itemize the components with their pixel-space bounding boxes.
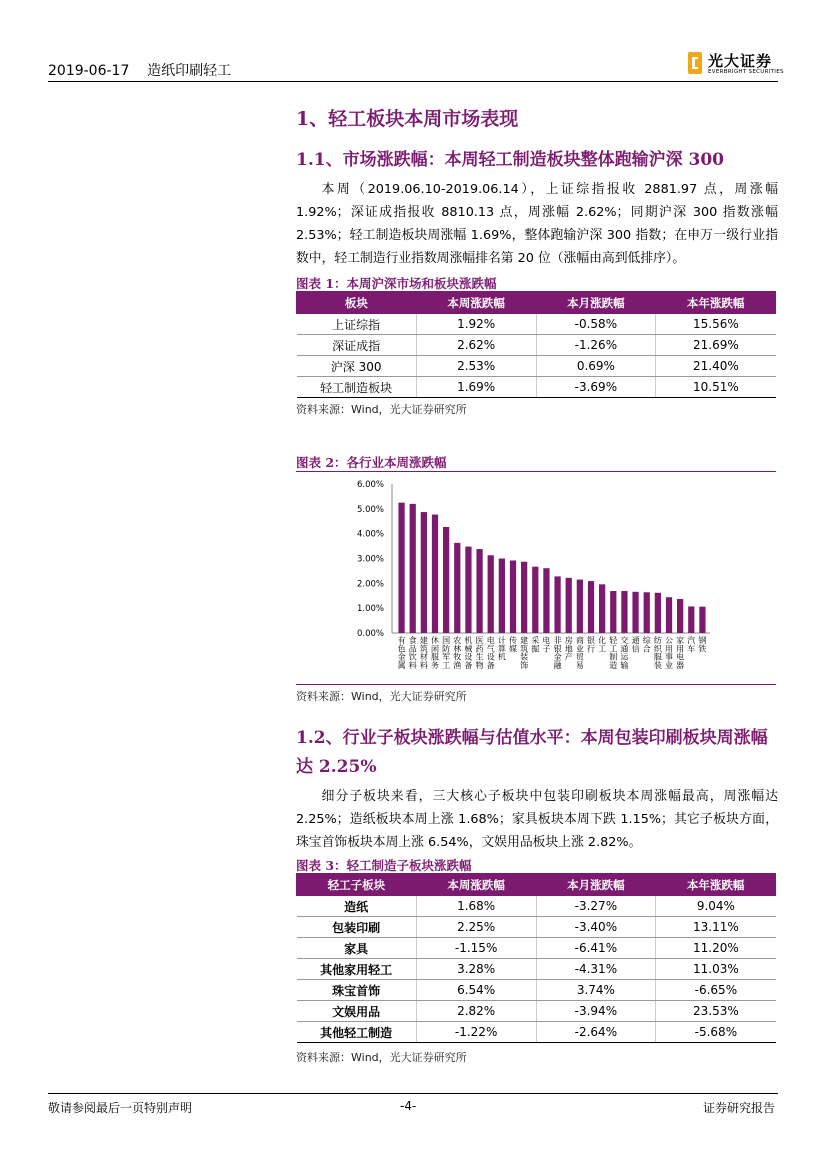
bar <box>610 591 616 633</box>
table-cell: -0.58% <box>536 314 656 335</box>
table-cell: -2.64% <box>536 1022 656 1043</box>
x-tick-label: 采掘 <box>531 636 540 654</box>
table-row <box>297 377 776 398</box>
table-cell: 珠宝首饰 <box>297 980 417 1001</box>
table-cell: 3.28% <box>416 959 536 980</box>
column-header: 本年涨跌幅 <box>656 875 776 896</box>
subsector-table <box>296 874 776 1043</box>
table-cell: -6.41% <box>536 938 656 959</box>
bar <box>699 607 705 633</box>
table-cell: 其他家用轻工 <box>297 959 417 980</box>
logo-text-cn: 光大证券 <box>708 52 773 70</box>
bar <box>443 527 449 633</box>
table-cell: 1.68% <box>416 896 536 917</box>
x-tick-label: 休闲服务 <box>431 636 439 670</box>
x-tick-label: 食品饮料 <box>408 636 417 670</box>
x-tick-label: 汽车 <box>687 636 696 654</box>
bar <box>554 576 560 633</box>
column-header: 本月涨跌幅 <box>536 293 656 314</box>
table-cell: 2.62% <box>416 335 536 356</box>
table3-source: 资料来源：Wind，光大证券研究所 <box>296 1051 467 1064</box>
logo-mark-icon <box>688 52 702 74</box>
x-tick-label: 家用电器 <box>676 636 685 670</box>
table-cell: 1.92% <box>416 314 536 335</box>
table-cell: 家具 <box>297 938 417 959</box>
bar <box>688 606 694 633</box>
table1-caption: 图表 1：本周沪深市场和板块涨跌幅 <box>296 276 497 291</box>
table-cell: -5.68% <box>656 1022 776 1043</box>
table-row <box>297 314 776 335</box>
header-divider <box>48 81 778 82</box>
x-tick-label: 综合 <box>642 636 651 654</box>
y-tick-label: 5.00% <box>356 504 384 515</box>
table-cell: 沪深 300 <box>297 356 417 377</box>
table-cell: -3.27% <box>536 896 656 917</box>
x-tick-label: 有色金属 <box>397 636 406 670</box>
footer-report-type: 证券研究报告 <box>703 1101 776 1115</box>
bar <box>677 599 683 633</box>
footer-divider <box>48 1093 778 1094</box>
table-row <box>297 959 776 980</box>
bar <box>488 555 494 633</box>
table-cell: 2.25% <box>416 917 536 938</box>
table-cell: 9.04% <box>656 896 776 917</box>
bar <box>543 568 549 633</box>
market-table <box>296 292 776 398</box>
column-header: 本年涨跌幅 <box>656 293 776 314</box>
table-cell: 轻工制造板块 <box>297 377 417 398</box>
x-tick-label: 商业贸易 <box>575 636 584 670</box>
x-tick-label: 医药生物 <box>475 636 484 670</box>
table-row <box>297 896 776 917</box>
industry-bar-chart <box>330 475 730 685</box>
bar <box>465 547 471 633</box>
x-tick-label: 通信 <box>631 636 640 654</box>
table-row <box>297 1022 776 1043</box>
table-cell: -3.40% <box>536 917 656 938</box>
table-cell: 2.53% <box>416 356 536 377</box>
table-cell: 3.74% <box>536 980 656 1001</box>
column-header: 本周涨跌幅 <box>416 293 536 314</box>
y-tick-label: 2.00% <box>356 579 384 590</box>
table-cell: 21.40% <box>656 356 776 377</box>
table-cell: -1.15% <box>416 938 536 959</box>
x-tick-label: 计算机 <box>497 636 506 662</box>
bar <box>410 504 416 633</box>
x-tick-label: 银行 <box>587 636 595 654</box>
table-cell: -1.26% <box>536 335 656 356</box>
table-cell: 包装印刷 <box>297 917 417 938</box>
subsection-title: 1.2、行业子板块涨跌幅与估值水平：本周包装印刷板块周涨幅达 2.25% <box>296 728 768 777</box>
y-tick-label: 1.00% <box>356 604 384 615</box>
column-header: 板块 <box>297 293 417 314</box>
table-cell: -4.31% <box>536 959 656 980</box>
table-cell: 10.51% <box>656 377 776 398</box>
x-tick-label: 电子 <box>542 636 551 654</box>
table-row <box>297 938 776 959</box>
x-tick-label: 公用事业 <box>665 636 673 670</box>
column-header: 本周涨跌幅 <box>416 875 536 896</box>
bar <box>621 591 627 633</box>
table-cell: -3.69% <box>536 377 656 398</box>
x-tick-label: 机械设备 <box>464 636 473 670</box>
table3-caption: 图表 3：轻工制造子板块涨跌幅 <box>296 858 472 873</box>
caption-rule <box>296 684 776 685</box>
bar <box>532 567 538 633</box>
paragraph-subsectors: 细分子板块来看，三大核心子板块中包装印刷板块本周涨幅最高，周涨幅达 2.25%；造纸板块本周上涨 1.68%；家具板块本周下跌 1.15%；其它子板块方面，珠宝首饰板块本周上涨 6.54%，文娱用品板块上涨 2.82%。 <box>296 789 778 850</box>
table-cell: 15.56% <box>656 314 776 335</box>
chart2-source: 资料来源：Wind，光大证券研究所 <box>296 690 467 703</box>
x-tick-label: 国防军工 <box>442 636 451 670</box>
table-row <box>297 980 776 1001</box>
bar <box>432 515 438 633</box>
x-tick-label: 房地产 <box>564 636 573 662</box>
table-cell: 1.69% <box>416 377 536 398</box>
logo-text-en: EVERBRIGHT SECURITIES <box>708 69 784 75</box>
footer-disclaimer: 敬请参阅最后一页特别声明 <box>48 1101 193 1115</box>
bar <box>476 549 482 633</box>
table-cell: 其他轻工制造 <box>297 1022 417 1043</box>
table-header-row <box>297 875 776 896</box>
table-row <box>297 917 776 938</box>
column-header: 轻工子板块 <box>297 875 417 896</box>
bar <box>398 503 404 633</box>
y-tick-label: 6.00% <box>356 480 384 490</box>
section-title: 1、轻工板块本周市场表现 <box>296 108 519 130</box>
bar <box>566 578 572 633</box>
table-cell: 深证成指 <box>297 335 417 356</box>
table-cell: 文娱用品 <box>297 1001 417 1022</box>
x-tick-label: 交通运输 <box>620 636 629 670</box>
y-tick-label: 4.00% <box>356 529 384 540</box>
x-tick-label: 非银金融 <box>553 636 562 670</box>
bar <box>588 581 594 633</box>
y-tick-label: 0.00% <box>356 629 384 639</box>
x-tick-label: 建筑装饰 <box>520 636 529 670</box>
table-cell: 0.69% <box>536 356 656 377</box>
bar <box>577 580 583 633</box>
bar <box>655 593 661 633</box>
table-row <box>297 1001 776 1022</box>
chart2-caption: 图表 2：各行业本周涨跌幅 <box>296 455 447 470</box>
x-tick-label: 化工 <box>598 636 607 654</box>
table-header-row <box>297 293 776 314</box>
x-tick-label: 电气设备 <box>486 636 495 670</box>
y-tick-label: 3.00% <box>356 554 384 565</box>
page-number: -4- <box>400 1099 417 1113</box>
x-tick-label: 纺织服装 <box>653 636 662 670</box>
x-tick-label: 建筑材料 <box>419 636 428 670</box>
column-header: 本月涨跌幅 <box>536 875 656 896</box>
bar <box>632 592 638 633</box>
company-logo <box>688 50 784 78</box>
table-cell: -6.65% <box>656 980 776 1001</box>
table-cell: 11.20% <box>656 938 776 959</box>
table-cell: -3.94% <box>536 1001 656 1022</box>
table-cell: 23.53% <box>656 1001 776 1022</box>
table1-source: 资料来源：Wind，光大证券研究所 <box>296 403 467 416</box>
bar <box>644 592 650 633</box>
x-tick-label: 农林牧渔 <box>453 636 462 670</box>
table-cell: 6.54% <box>416 980 536 1001</box>
table-cell: 造纸 <box>297 896 417 917</box>
bar <box>454 543 460 633</box>
subsection-title: 1.1、市场涨跌幅：本周轻工制造板块整体跑输沪深 300 <box>296 150 724 170</box>
table-row <box>297 335 776 356</box>
table-cell: 11.03% <box>656 959 776 980</box>
bar <box>599 584 605 633</box>
table-cell: 上证综指 <box>297 314 417 335</box>
x-tick-label: 轻工制造 <box>609 636 618 670</box>
table-cell: 2.82% <box>416 1001 536 1022</box>
bar <box>521 562 527 633</box>
bar <box>510 560 516 633</box>
table-row <box>297 356 776 377</box>
bar <box>499 559 505 634</box>
table-cell: 21.69% <box>656 335 776 356</box>
x-tick-label: 钢铁 <box>698 636 707 654</box>
table-cell: 13.11% <box>656 917 776 938</box>
caption-rule <box>296 471 776 472</box>
bar <box>421 512 427 633</box>
table-cell: -1.22% <box>416 1022 536 1043</box>
paragraph-market: 本周（2019.06.10-2019.06.14），上证综指报收 2881.97 点，周涨幅 1.92%；深证成指报收 8810.13 点，周涨幅 2.62%；同期沪深 300 指数涨幅 2.53%；轻工制造板块周涨幅 1.69%，整体跑输沪深 300 指数；在申万一级行业指数中，轻工制造行业指数周涨幅排名第 20 位（涨幅由高到低排序）。 <box>296 182 778 266</box>
bar <box>666 597 672 633</box>
x-tick-label: 传媒 <box>509 636 517 654</box>
header-date-section: 2019-06-17 造纸印刷轻工 <box>48 63 232 79</box>
